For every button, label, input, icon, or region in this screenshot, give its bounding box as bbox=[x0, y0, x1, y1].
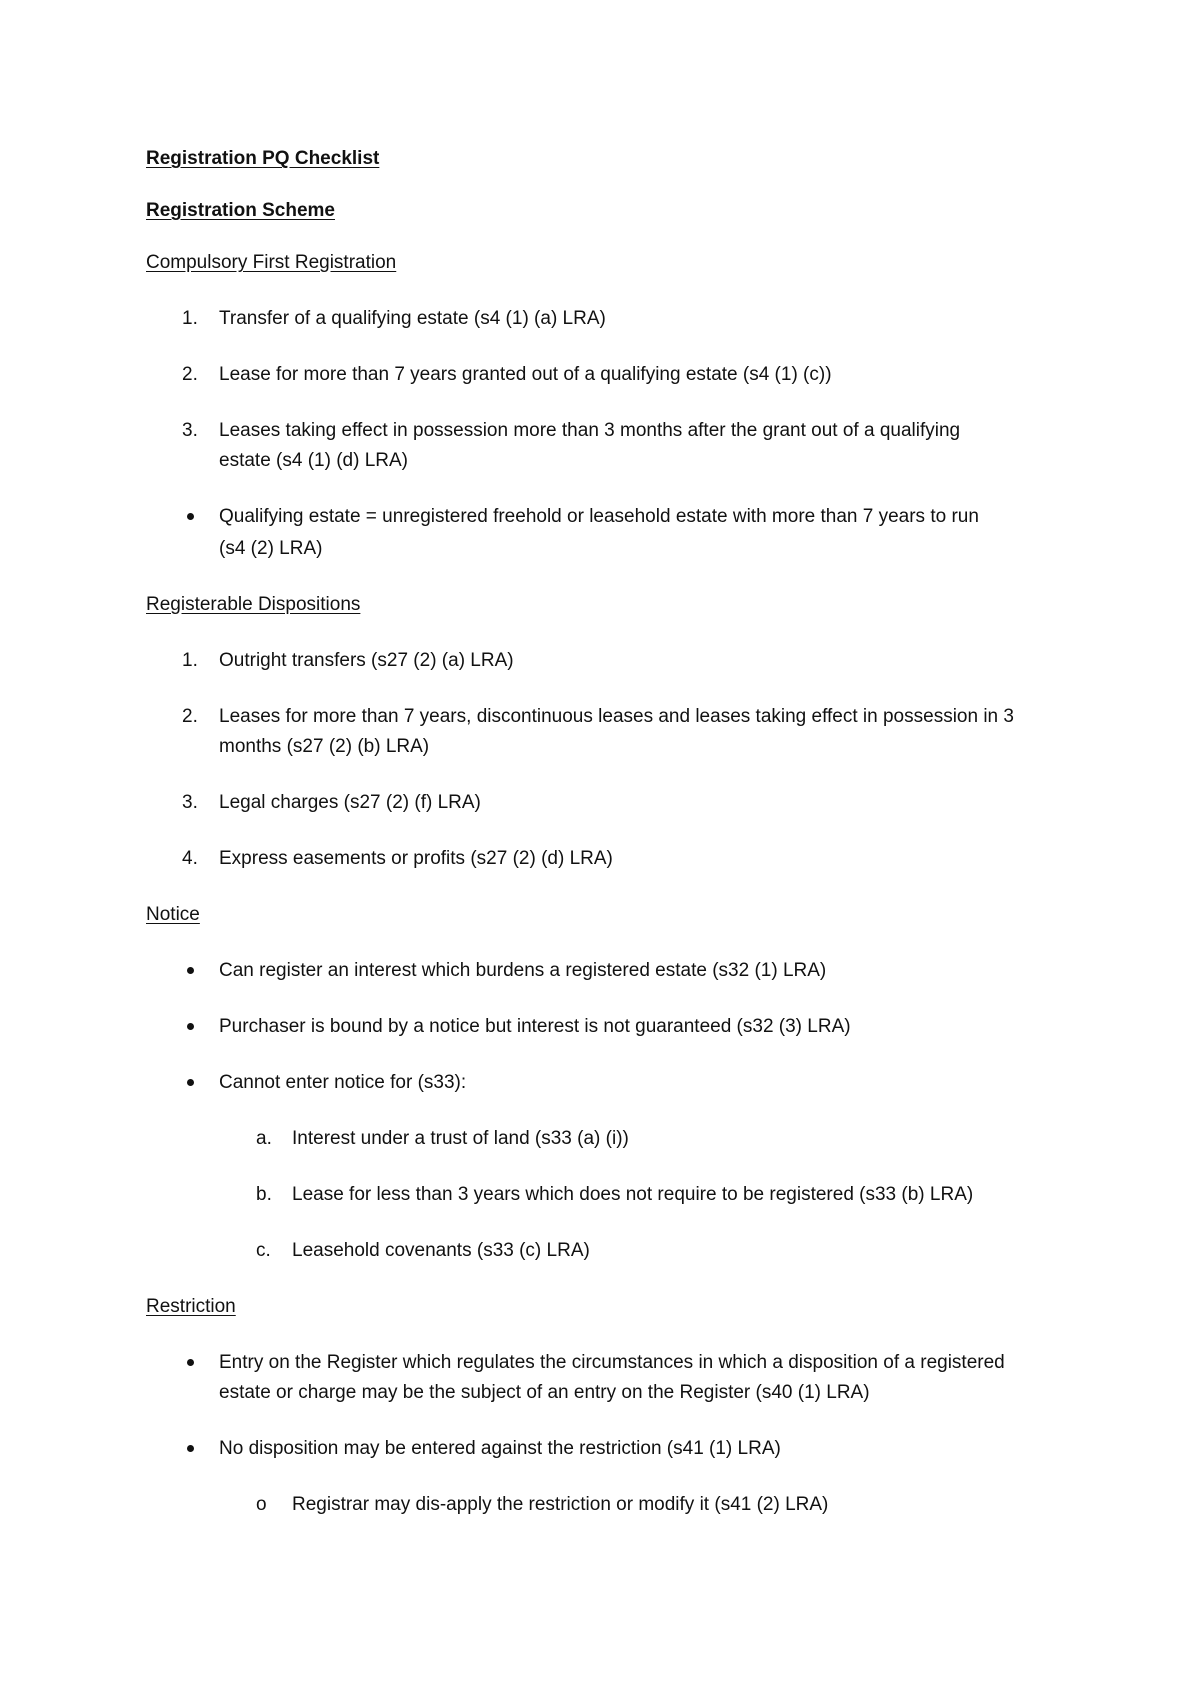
list-marker: 1. bbox=[182, 650, 198, 671]
bullet-item-continuation: estate or charge may be the subject of an entry on the Register (s40 (1) LRA) bbox=[219, 1382, 870, 1403]
section-heading-registration-scheme: Registration Scheme bbox=[146, 200, 335, 221]
bullet-icon bbox=[187, 967, 194, 974]
list-item: Leases for more than 7 years, discontinuous leases and leases taking effect in possession in 3 bbox=[219, 706, 1014, 727]
subheading-compulsory-first-registration: Compulsory First Registration bbox=[146, 252, 397, 273]
document-title: Registration PQ Checklist bbox=[146, 148, 380, 169]
list-marker: 3. bbox=[182, 420, 198, 441]
list-item-continuation: months (s27 (2) (b) LRA) bbox=[219, 736, 430, 757]
sublist-item: Interest under a trust of land (s33 (a) (i)) bbox=[292, 1128, 629, 1149]
list-item-continuation: estate (s4 (1) (d) LRA) bbox=[219, 450, 408, 471]
list-marker: 2. bbox=[182, 364, 198, 385]
bullet-item: Cannot enter notice for (s33): bbox=[219, 1072, 467, 1093]
bullet-item: Purchaser is bound by a notice but interest is not guaranteed (s32 (3) LRA) bbox=[219, 1016, 851, 1037]
list-item: Lease for more than 7 years granted out of a qualifying estate (s4 (1) (c)) bbox=[219, 364, 832, 385]
bullet-icon bbox=[187, 1445, 194, 1452]
sub-bullet-marker: o bbox=[256, 1494, 267, 1515]
list-marker: 3. bbox=[182, 792, 198, 813]
bullet-icon bbox=[187, 1023, 194, 1030]
bullet-icon bbox=[187, 513, 194, 520]
sublist-marker: c. bbox=[256, 1240, 271, 1261]
subheading-registerable-dispositions: Registerable Dispositions bbox=[146, 594, 361, 615]
list-item: Outright transfers (s27 (2) (a) LRA) bbox=[219, 650, 514, 671]
sublist-marker: b. bbox=[256, 1184, 272, 1205]
list-item: Transfer of a qualifying estate (s4 (1) (a) LRA) bbox=[219, 308, 606, 329]
bullet-item: No disposition may be entered against the restriction (s41 (1) LRA) bbox=[219, 1438, 781, 1459]
bullet-item: Entry on the Register which regulates the circumstances in which a disposition of a registered bbox=[219, 1352, 1005, 1373]
list-item: Legal charges (s27 (2) (f) LRA) bbox=[219, 792, 481, 813]
sub-bullet-item: Registrar may dis-apply the restriction or modify it (s41 (2) LRA) bbox=[292, 1494, 829, 1515]
subheading-restriction: Restriction bbox=[146, 1296, 236, 1317]
sublist-marker: a. bbox=[256, 1128, 272, 1149]
subheading-notice: Notice bbox=[146, 904, 200, 925]
sublist-item: Lease for less than 3 years which does not require to be registered (s33 (b) LRA) bbox=[292, 1184, 974, 1205]
list-marker: 4. bbox=[182, 848, 198, 869]
bullet-item: Qualifying estate = unregistered freehold or leasehold estate with more than 7 years to run bbox=[219, 506, 979, 527]
bullet-icon bbox=[187, 1359, 194, 1366]
bullet-icon bbox=[187, 1079, 194, 1086]
bullet-item-continuation: (s4 (2) LRA) bbox=[219, 538, 323, 559]
list-item: Leases taking effect in possession more than 3 months after the grant out of a qualifying bbox=[219, 420, 961, 441]
bullet-item: Can register an interest which burdens a registered estate (s32 (1) LRA) bbox=[219, 960, 827, 981]
sublist-item: Leasehold covenants (s33 (c) LRA) bbox=[292, 1240, 590, 1261]
list-item: Express easements or profits (s27 (2) (d) LRA) bbox=[219, 848, 613, 869]
list-marker: 1. bbox=[182, 308, 198, 329]
list-marker: 2. bbox=[182, 706, 198, 727]
